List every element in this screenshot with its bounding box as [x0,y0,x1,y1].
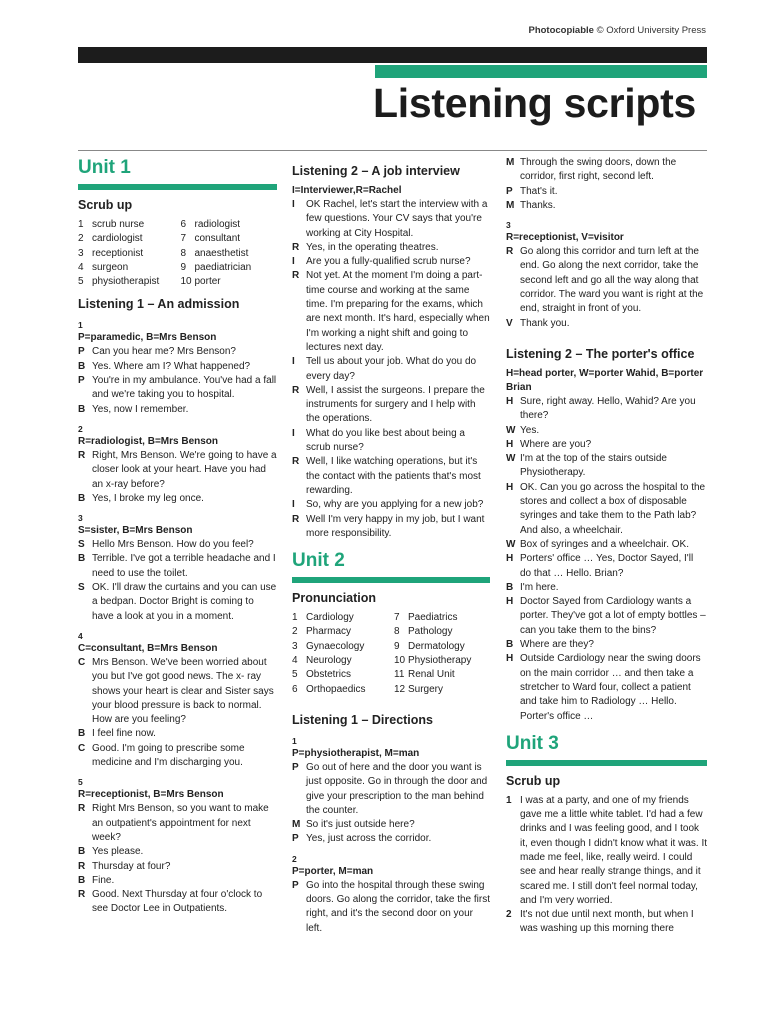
vocab-item [292,611,388,625]
vocab-word: Pharmacy [306,626,352,638]
cast-list: R=receptionist, V=visitor [506,232,624,244]
copyright-notice: Photocopiable © Oxford University Press [528,25,706,36]
vocab-number: 8 [180,247,187,259]
spacer [506,331,707,339]
vocab-item [181,218,278,232]
dialogue-text: Doctor Sayed from Cardiology wants a porter. They've got a lot of empty bottles – can you take them to the bins? [520,596,706,636]
speaker-label: B [78,874,86,886]
dialogue-number: 4 [78,630,83,641]
section-heading: Listening 2 – A job interview [292,164,460,178]
vocab-number: 11 [394,669,405,681]
speaker-label: I [292,256,295,268]
unit-heading: Unit 3 [506,732,559,754]
vocab-item [181,275,278,289]
vocab-item [394,640,490,654]
dialogue-line [292,427,490,456]
dialogue-line [292,513,490,542]
speaker-label: R [78,449,86,461]
dialogue-text: Good. I'm going to prescribe some medicine and I'm discharging you. [92,742,245,769]
vocab-list [292,611,490,697]
dialogue-line [506,317,707,331]
speaker-label: B [506,581,514,593]
dialogue-line [292,269,490,355]
dialogue-line [292,879,490,936]
dialogue-text: Through the swing doors, down the corridor, first right, second left. [520,157,677,183]
dialogue-text: Yes, in the operating theatres. [306,241,439,253]
dialogue-text: I feel fine now. [92,728,156,740]
vocab-item [292,640,388,654]
dialogue-text: OK. I'll draw the curtains and you can use a bedpan. Doctor Bright is coming to have a look at you in a moment. [92,582,277,622]
vocab-word: radiologist [194,219,241,230]
dialogue-text: Mrs Benson. We've been worried about you but I've got good news. The x- ray shows your heart is clear and Sister says your blood pressure is back to normal. How are you feeling? [92,656,274,726]
dialogue-line [292,355,490,384]
dialogue-line [506,395,707,424]
vocab-word: Orthopaedics [306,683,366,695]
speaker-label: H [506,596,514,608]
dialogue-text: Fine. [92,874,115,886]
header-green-bar [375,65,707,78]
vocab-word: cardiologist [92,233,143,245]
dialogue-text: Hello Mrs Benson. How do you feel? [92,539,254,551]
vocab-word: anaesthetist [194,247,249,259]
vocab-number: 12 [394,683,406,695]
section-heading: Scrub up [78,198,133,212]
vocab-word: surgeon [92,261,129,273]
dialogue-line [506,199,707,213]
vocab-item [292,654,388,668]
vocab-number: 1 [78,219,84,230]
dialogue-line [78,845,277,859]
speaker-label: R [506,246,514,258]
unit-underline [78,184,277,190]
vocab-number: 8 [394,626,400,638]
header-divider [78,150,707,151]
speaker-label: B [78,728,86,740]
vocab-item [394,611,490,625]
dialogue-line [78,888,277,917]
vocab-item [78,261,175,275]
dialogue-line [292,498,490,512]
vocab-number: 4 [78,261,84,273]
vocab-number: 9 [394,640,400,652]
dialogue-number: 3 [78,513,83,524]
speaker-label: I [292,499,295,511]
vocab-item [292,683,388,697]
dialogue-text: Thanks. [520,199,556,211]
speaker-label: B [78,553,86,565]
speaker-label: I [292,427,295,439]
unit-underline [506,760,707,766]
cast-list: P=physiotherapist, M=man [292,747,420,759]
dialogue-line [78,727,277,741]
speaker-label: 1 [506,794,512,806]
dialogue-text: Not yet. At the moment I'm doing a part-time course and working at the same time. I'm preparing for the exams, which are next month. It's hard, especially when I'm working a night shift and going to lectures next day. [306,270,490,353]
dialogue-text: Where are they? [520,639,594,651]
vocab-word: Pathology [408,626,453,638]
dialogue-text: Thursday at four? [92,860,171,872]
dialogue-text: Box of syringes and a wheelchair. OK. [520,538,689,550]
column-2 [292,156,490,936]
dialogue-text: I'm here. [520,581,559,593]
dialogue-text: It's not due until next month, but when I was washing up this morning there [520,909,694,935]
dialogue-text: You're in my ambulance. You've had a fall and we're taking you to hospital. [92,375,277,401]
dialogue-line [506,424,707,438]
dialogue-line [506,245,707,316]
dialogue-line [78,374,277,403]
dialogue-line [78,538,277,552]
speaker-label: 2 [506,909,512,921]
dialogue-text: What do you like best about being a scrub nurse? [306,427,465,454]
dialogue-text: Right, Mrs Benson. We're going to have a closer look at your heart. Have you had an x-ray before? [92,449,277,490]
header-black-bar [78,47,707,63]
vocab-word: physiotherapist [92,276,160,288]
speaker-label: R [78,889,86,901]
dialogue-text: Go along this corridor and turn left at the end. Go along the next corridor, take the second left and go all the way along that corridor. The ward you want is right at the end, straight in front of you. [520,246,704,315]
dialogue-line [78,492,277,506]
vocab-word: Surgery [408,683,444,695]
cast-list: R=receptionist, B=Mrs Benson [78,789,224,801]
dialogue-text: Well, I like watching operations, but it's the contact with the patients that's most rewarding. [306,456,481,496]
cast-list: S=sister, B=Mrs Benson [78,525,193,537]
speaker-label: I [292,356,295,368]
vocab-item [181,261,278,275]
dialogue-text: Thank you. [520,317,570,329]
cast-list: R=radiologist, B=Mrs Benson [78,435,219,447]
speaker-label: H [506,553,514,565]
vocab-word: receptionist [92,247,144,259]
unit-underline [292,577,490,583]
vocab-item [78,247,175,261]
dialogue-line [78,360,277,374]
dialogue-text: OK Rachel, let's start the interview with a few questions. Your CV says that you're working at City Hospital. [306,199,488,239]
speaker-label: P [292,833,299,845]
cast-list: P=porter, M=man [292,865,374,877]
speaker-label: P [292,879,299,891]
section-heading: Scrub up [506,773,561,788]
spacer [292,697,490,705]
vocab-number: 6 [180,219,187,230]
speaker-label: B [78,492,86,504]
dialogue-line [506,156,707,185]
dialogue-line [292,241,490,255]
spacer [292,541,490,549]
vocab-number: 2 [292,626,298,638]
vocab-word: Neurology [306,655,352,667]
speaker-label: R [292,384,300,396]
dialogue-line [506,638,707,652]
dialogue-line [506,452,707,481]
vocab-number: 5 [292,669,298,681]
dialogue-text: Yes, I broke my leg once. [92,492,204,504]
dialogue-text: Well I'm very happy in my job, but I want more responsibility. [306,513,485,539]
dialogue-text: I'm at the top of the stairs outside Physiotherapy. [520,453,667,479]
vocab-number: 4 [292,655,298,667]
vocab-item [78,218,175,232]
dialogue-text: Tell us about your job. What do you do every day? [306,356,477,382]
dialogue-line [506,794,707,908]
dialogue-text: So, why are you applying for a new job? [306,499,484,511]
speaker-label: B [78,360,86,372]
vocab-item [394,668,490,682]
dialogue-line [292,832,490,846]
cast-list: H=head porter, W=porter Wahid, B=porter Brian [506,367,704,393]
vocab-word: porter [194,276,221,288]
dialogue-line [506,652,707,723]
speaker-label: M [292,819,301,831]
dialogue-text: Porters' office … Yes, Doctor Sayed, I'll do that … Hello. Brian? [520,553,694,579]
vocab-word: Physiotherapy [408,655,472,667]
speaker-label: S [78,539,85,551]
dialogue-number: 1 [78,320,83,331]
section-heading: Listening 1 – An admission [78,297,240,312]
dialogue-line [506,581,707,595]
dialogue-line [506,538,707,552]
dialogue-line [292,198,490,241]
dialogue-text: Go out of here and the door you want is just opposite. Go in through the door and give your prescription to the man behind the counter. [306,761,488,816]
dialogue-line [292,255,490,269]
vocab-item [292,625,388,639]
dialogue-line [506,595,707,638]
dialogue-text: Outside Cardiology near the swing doors on the main corridor … and then take a stretcher to Ward four, collect a patient and take him to Radiology … Hello. Porter's office … [520,653,701,722]
speaker-label: R [292,241,300,253]
dialogue-line [78,403,277,417]
vocab-number: 1 [292,612,298,624]
column-1 [78,156,277,917]
speaker-label: R [292,513,300,525]
speaker-label: R [292,270,300,282]
dialogue-line [292,818,490,832]
page-title: Listening scripts [373,80,696,126]
vocab-item [394,683,490,697]
section-heading: Pronunciation [292,591,377,606]
speaker-label: B [506,639,514,651]
dialogue-text: OK. Can you go across the hospital to the stores and collect a box of disposable syringes and take them to the Path lab? And also, a wheelchair. [520,481,706,536]
vocab-word: Dermatology [408,640,465,652]
speaker-label: I [292,199,295,210]
dialogue-line [78,802,277,845]
dialogue-line [78,656,277,727]
spacer [506,724,707,732]
dialogue-text: Good. Next Thursday at four o'clock to see Doctor Lee in Outpatients. [92,889,263,915]
vocab-number: 5 [78,276,84,288]
speaker-label: P [78,375,85,387]
dialogue-line [506,908,707,937]
vocab-number: 2 [78,233,84,245]
dialogue-number: 5 [78,777,83,788]
dialogue-text: Yes. [520,424,540,436]
dialogue-text: Yes. Where am I? What happened? [92,360,251,372]
unit-heading: Unit 1 [78,157,131,178]
speaker-label: H [506,438,514,450]
vocab-item [78,275,175,289]
vocab-item [181,232,278,246]
dialogue-number: 2 [292,853,297,864]
speaker-label: H [506,395,514,407]
dialogue-text: Sure, right away. Hello, Wahid? Are you there? [520,395,696,422]
speaker-label: H [506,653,514,665]
vocab-number: 10 [394,655,406,667]
column-3 [506,156,707,937]
dialogue-text: Right Mrs Benson, so you want to make an outpatient's appointment for next week? [92,803,269,843]
vocab-word: Cardiology [306,612,354,624]
section-heading: Listening 1 – Directions [292,712,434,727]
dialogue-text: Are you a fully-qualified scrub nurse? [306,256,471,268]
vocab-list [78,218,277,289]
vocab-number: 9 [180,261,187,273]
speaker-label: C [78,656,86,668]
unit-heading: Unit 2 [292,550,345,572]
dialogue-text: I was at a party, and one of my friends gave me a little white tablet. I'd had a few drinks and I was feeling good, and I took it, even though I didn't know what it was. It made me feel, like, really weird. I could see and hear really strange things, and it scared me. I still don't feel normal today, and I'm very worried. [520,794,708,906]
vocab-word: Paediatrics [408,612,458,624]
speaker-label: C [78,742,86,754]
dialogue-line [78,581,277,624]
vocab-word: consultant [194,233,241,245]
vocab-word: Obstetrics [306,669,352,681]
dialogue-text: Yes, now I remember. [92,403,189,415]
vocab-word: Renal Unit [408,669,455,681]
cast-list: I=Interviewer,R=Rachel [292,185,402,196]
dialogue-line [506,185,707,199]
vocab-item [394,654,490,668]
speaker-label: W [506,538,516,550]
speaker-label: P [506,185,513,197]
vocab-item [394,625,490,639]
speaker-label: R [292,456,300,468]
dialogue-number: 1 [292,735,297,746]
dialogue-number: 2 [78,423,83,434]
dialogue-line [506,438,707,452]
dialogue-line [506,481,707,538]
dialogue-text: Yes, just across the corridor. [306,833,432,845]
speaker-label: H [506,481,514,493]
speaker-label: B [78,846,86,858]
dialogue-line [506,552,707,581]
dialogue-line [292,761,490,818]
dialogue-line [292,455,490,498]
dialogue-text: Go into the hospital through these swing doors. Go along the corridor, take the first right, and it's the second door on your left. [306,879,490,934]
cast-list: P=paramedic, B=Mrs Benson [78,332,217,344]
vocab-number: 3 [292,640,298,652]
speaker-label: W [506,424,516,436]
dialogue-line [78,874,277,888]
dialogue-text: Terrible. I've got a terrible headache and I need to use the toilet. [92,553,276,579]
dialogue-text: Can you hear me? Mrs Benson? [92,346,236,358]
speaker-label: M [506,199,515,211]
dialogue-line [78,552,277,581]
vocab-word: scrub nurse [92,219,145,230]
speaker-label: M [506,157,515,168]
vocab-number: 3 [78,247,84,259]
dialogue-text: Well, I assist the surgeons. I prepare the instruments for surgery and I help with the operations. [306,384,485,425]
vocab-item [292,668,388,682]
vocab-number: 7 [394,612,400,624]
vocab-word: Gynaecology [306,640,365,652]
dialogue-text: Where are you? [520,438,592,450]
dialogue-line [78,449,277,492]
vocab-item [181,247,278,261]
speaker-label: W [506,453,516,465]
dialogue-number: 3 [506,220,511,231]
cast-list: C=consultant, B=Mrs Benson [78,642,218,654]
dialogue-line [292,384,490,427]
speaker-label: P [78,346,85,358]
vocab-item [78,232,175,246]
section-heading: Listening 2 – The porter's office [506,346,695,361]
speaker-label: S [78,582,85,594]
dialogue-line [78,742,277,771]
vocab-number: 6 [292,683,298,695]
dialogue-text: Yes please. [92,846,144,858]
dialogue-line [78,860,277,874]
speaker-label: R [78,860,86,872]
speaker-label: P [292,761,299,773]
speaker-label: V [506,317,513,329]
dialogue-line [78,345,277,359]
dialogue-text: So it's just outside here? [306,819,415,831]
vocab-word: paediatrician [194,261,252,273]
vocab-number: 10 [180,276,192,288]
dialogue-text: That's it. [520,185,558,197]
speaker-label: R [78,803,86,815]
speaker-label: B [78,403,86,415]
vocab-number: 7 [180,233,187,245]
